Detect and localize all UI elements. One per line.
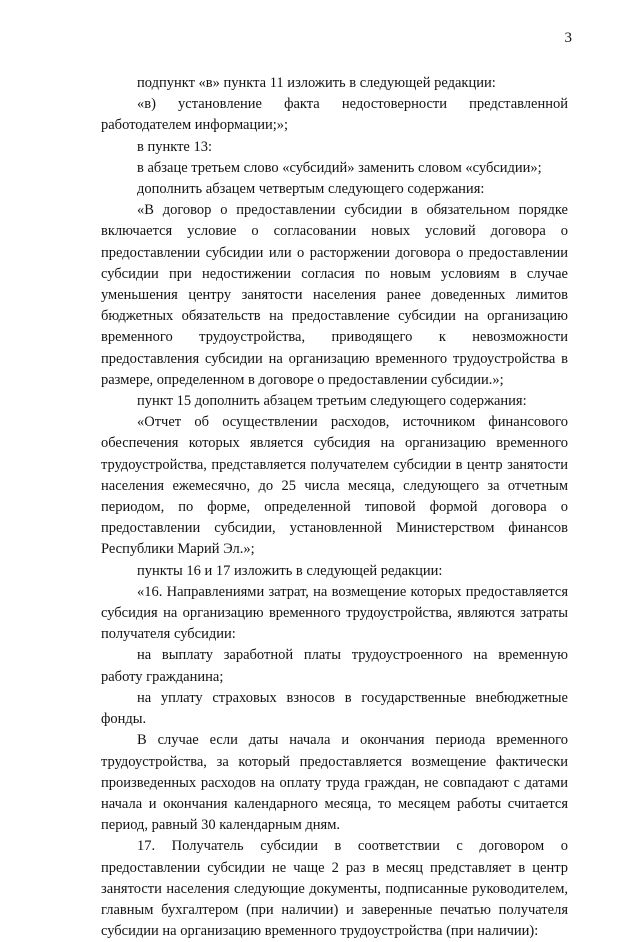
paragraph: «В договор о предоставлении субсидии в обязательном порядке включается условие о согласовании новых условий договора о предоставлении субсидии или о расторжении договора о предоставлении субсидии при недостижении согласия по новым условиям в случае уменьшения центру занятости населения ранее доведенных лимитов бюджетных обязательств на предоставление субсидии на организацию временного трудоустройства, приводящего к невозможности предоставления субсидии на организацию временного трудоустройства в размере, определенном в договоре о предоставлении субсидии.»; — [101, 202, 568, 388]
paragraph: дополнить абзацем четвертым следующего содержания: — [137, 181, 485, 198]
paragraph: «16. Направлениями затрат, на возмещение которых предоставляется субсидия на организацию временного трудоустройства, являются затраты получателя субсидии: — [101, 583, 568, 643]
paragraph: на уплату страховых взносов в государственные внебюджетные фонды. — [101, 689, 568, 728]
paragraph: 17. Получатель субсидии в соответствии с договором о предоставлении субсидии не чаще 2 раз в месяц представляет в центр занятости населения следующие документы, подписанные руководителем, главным бухгалтером (при наличии) и заверенные печатью получателя субсидии на организацию временного трудоустройства (при наличии): — [101, 838, 568, 940]
page-number: 3 — [564, 30, 572, 46]
document-body — [101, 73, 568, 942]
paragraph: пункты 16 и 17 изложить в следующей редакции: — [137, 562, 443, 579]
paragraph: «Отчет об осуществлении расходов, источником финансового обеспечения которых является субсидия на организацию временного трудоустройства, представляется получателем субсидии в центр занятости населения ежемесячно, до 25 числа месяца, следующего за отчетным периодом, по форме, определенной типовой формой договора о предоставлении субсидии, установленной Министерством финансов Республики Марий Эл.»; — [101, 414, 568, 558]
paragraph: «в) установление факта недостоверности представленной работодателем информации;»; — [101, 96, 568, 134]
paragraph: подпункт «в» пункта 11 изложить в следующей редакции: — [137, 75, 496, 91]
paragraph: на выплату заработной платы трудоустроенного на временную работу гражданина; — [101, 647, 568, 685]
paragraph: в пункте 13: — [137, 138, 213, 155]
paragraph: в абзаце третьем слово «субсидий» заменить словом «субсидии»; — [137, 159, 542, 176]
paragraph: пункт 15 дополнить абзацем третьим следующего содержания: — [137, 393, 527, 410]
paragraph: В случае если даты начала и окончания периода временного трудоустройства, за который предоставляется возмещение фактически произведенных расходов на оплату труда граждан, не совпадают с датами начала и окончания календарного месяца, то месяцем работы считается период, равный 30 календарным дням. — [101, 732, 568, 834]
